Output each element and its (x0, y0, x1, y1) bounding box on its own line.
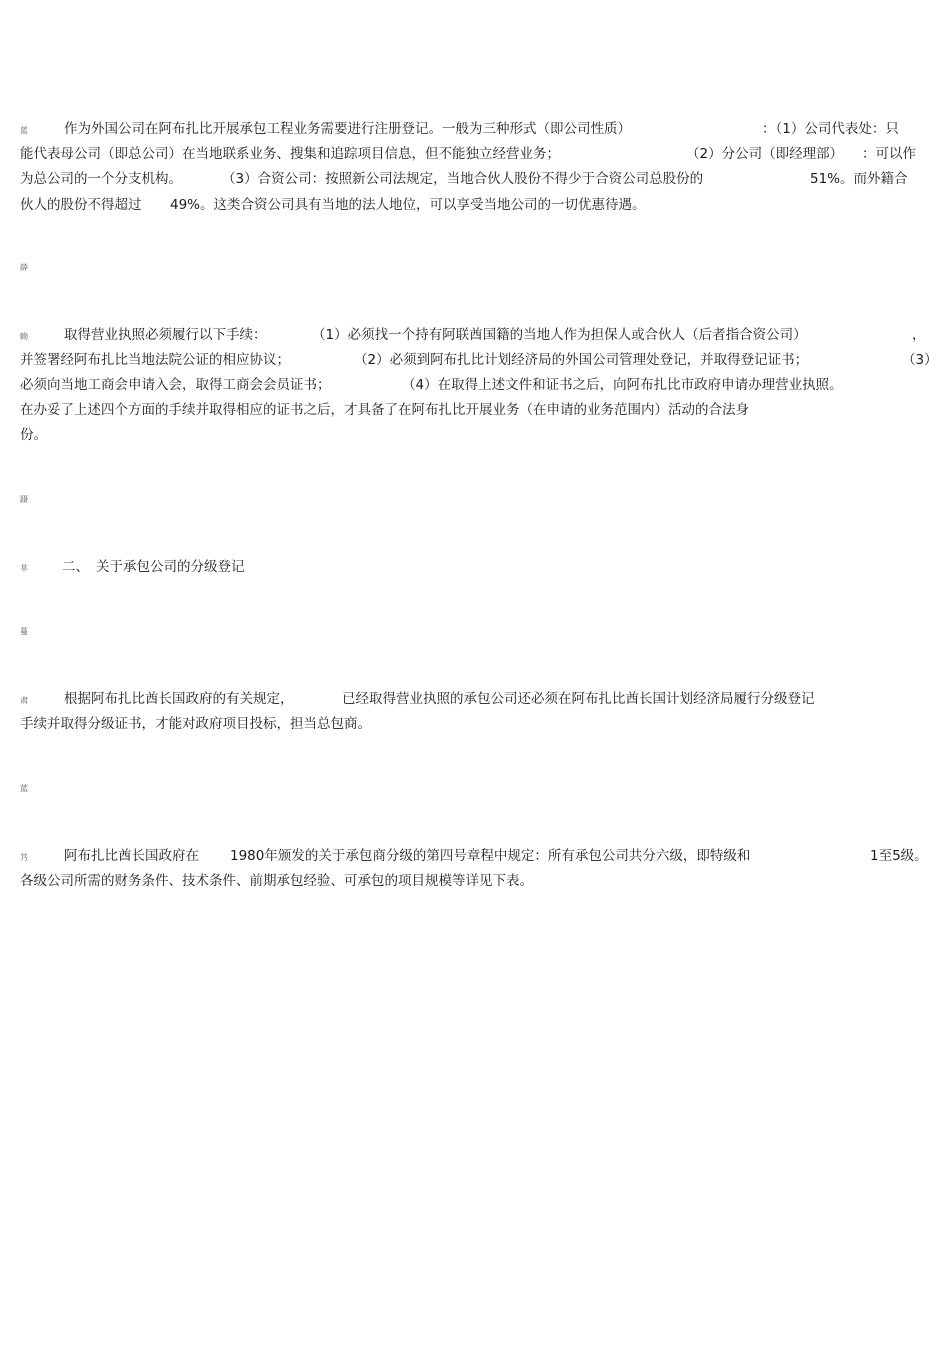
text-segment: 作为外国公司在阿布扎比开展承包工程业务需要进行注册登记。一般为三种形式（即公司性质） (64, 121, 631, 137)
paragraph-marker: 蓝 (20, 126, 28, 135)
paragraph-marker: 蚴 (20, 332, 28, 341)
text-segment: ：可以作 (862, 146, 916, 162)
text-segment: 为总公司的一个分支机构。 (20, 171, 182, 187)
text-segment: （2）分公司（即经理部） (686, 146, 844, 162)
paragraph-marker: 肃 (20, 696, 28, 705)
text-segment: 取得营业执照必须履行以下手续： (64, 327, 267, 343)
text-segment: 在办妥了上述四个方面的手续并取得相应的证书之后，才具备了在阿布扎比开展业务（在申请的业务范围内）活动的合法身 (20, 402, 749, 418)
heading-number: 二、 (62, 559, 89, 575)
text-segment: ， (912, 327, 926, 343)
text-segment: 根据阿布扎比酋长国政府的有关规定， (64, 691, 294, 707)
text-segment: 阿布扎比酋长国政府在 (64, 848, 199, 864)
text-segment: （3） (902, 352, 938, 368)
text-segment: 份。 (20, 427, 47, 443)
text-segment: （3）合资公司：按照新公司法规定，当地合伙人股份不得少于合资公司总股份的 (222, 171, 704, 187)
text-segment: （2）必须到阿布扎比计划经济局的外国公司管理处登记，并取得登记证书； (354, 352, 809, 368)
paragraph-marker: 蔓 (20, 627, 28, 636)
text-segment: 1980年颁发的关于承包商分级的第四号章程中规定：所有承包公司共分六级，即特级和 (230, 848, 751, 864)
heading-text: 关于承包公司的分级登记 (96, 559, 245, 575)
text-segment: （4）在取得上述文件和证书之后，向阿布扎比市政府申请办理营业执照。 (402, 377, 843, 393)
text-segment: 并签署经阿布扎比当地法院公证的相应协议； (20, 352, 290, 368)
text-segment: 1至5级。 (870, 848, 928, 864)
paragraph-marker: 艿 (20, 853, 28, 862)
paragraph-marker: 蓝 (20, 784, 28, 793)
text-segment: 49%。这类合资公司具有当地的法人地位，可以享受当地公司的一切优惠待遇。 (170, 197, 646, 213)
text-segment: ：（1）公司代表处：只 (762, 121, 899, 137)
text-segment: 各级公司所需的财务条件、技术条件、前期承包经验、可承包的项目规模等详见下表。 (20, 873, 533, 889)
text-segment: 51%。而外籍合 (810, 171, 908, 187)
text-segment: 已经取得营业执照的承包公司还必须在阿布扎比酋长国计划经济局履行分级登记 (342, 691, 815, 707)
text-segment: 能代表母公司（即总公司）在当地联系业务、搜集和追踪项目信息，但不能独立经营业务； (20, 146, 560, 162)
paragraph-marker: 蹑 (20, 495, 28, 504)
text-segment: 必须向当地工商会申请入会，取得工商会会员证书； (20, 377, 331, 393)
text-segment: 手续并取得分级证书，才能对政府项目投标，担当总包商。 (20, 716, 371, 732)
paragraph-marker: 芈 (20, 564, 28, 573)
paragraph-marker: 薛 (20, 263, 28, 272)
text-segment: 伙人的股份不得超过 (20, 197, 142, 213)
text-segment: （1）必须找一个持有阿联酋国籍的当地人作为担保人或合伙人（后者指合资公司） (312, 327, 807, 343)
